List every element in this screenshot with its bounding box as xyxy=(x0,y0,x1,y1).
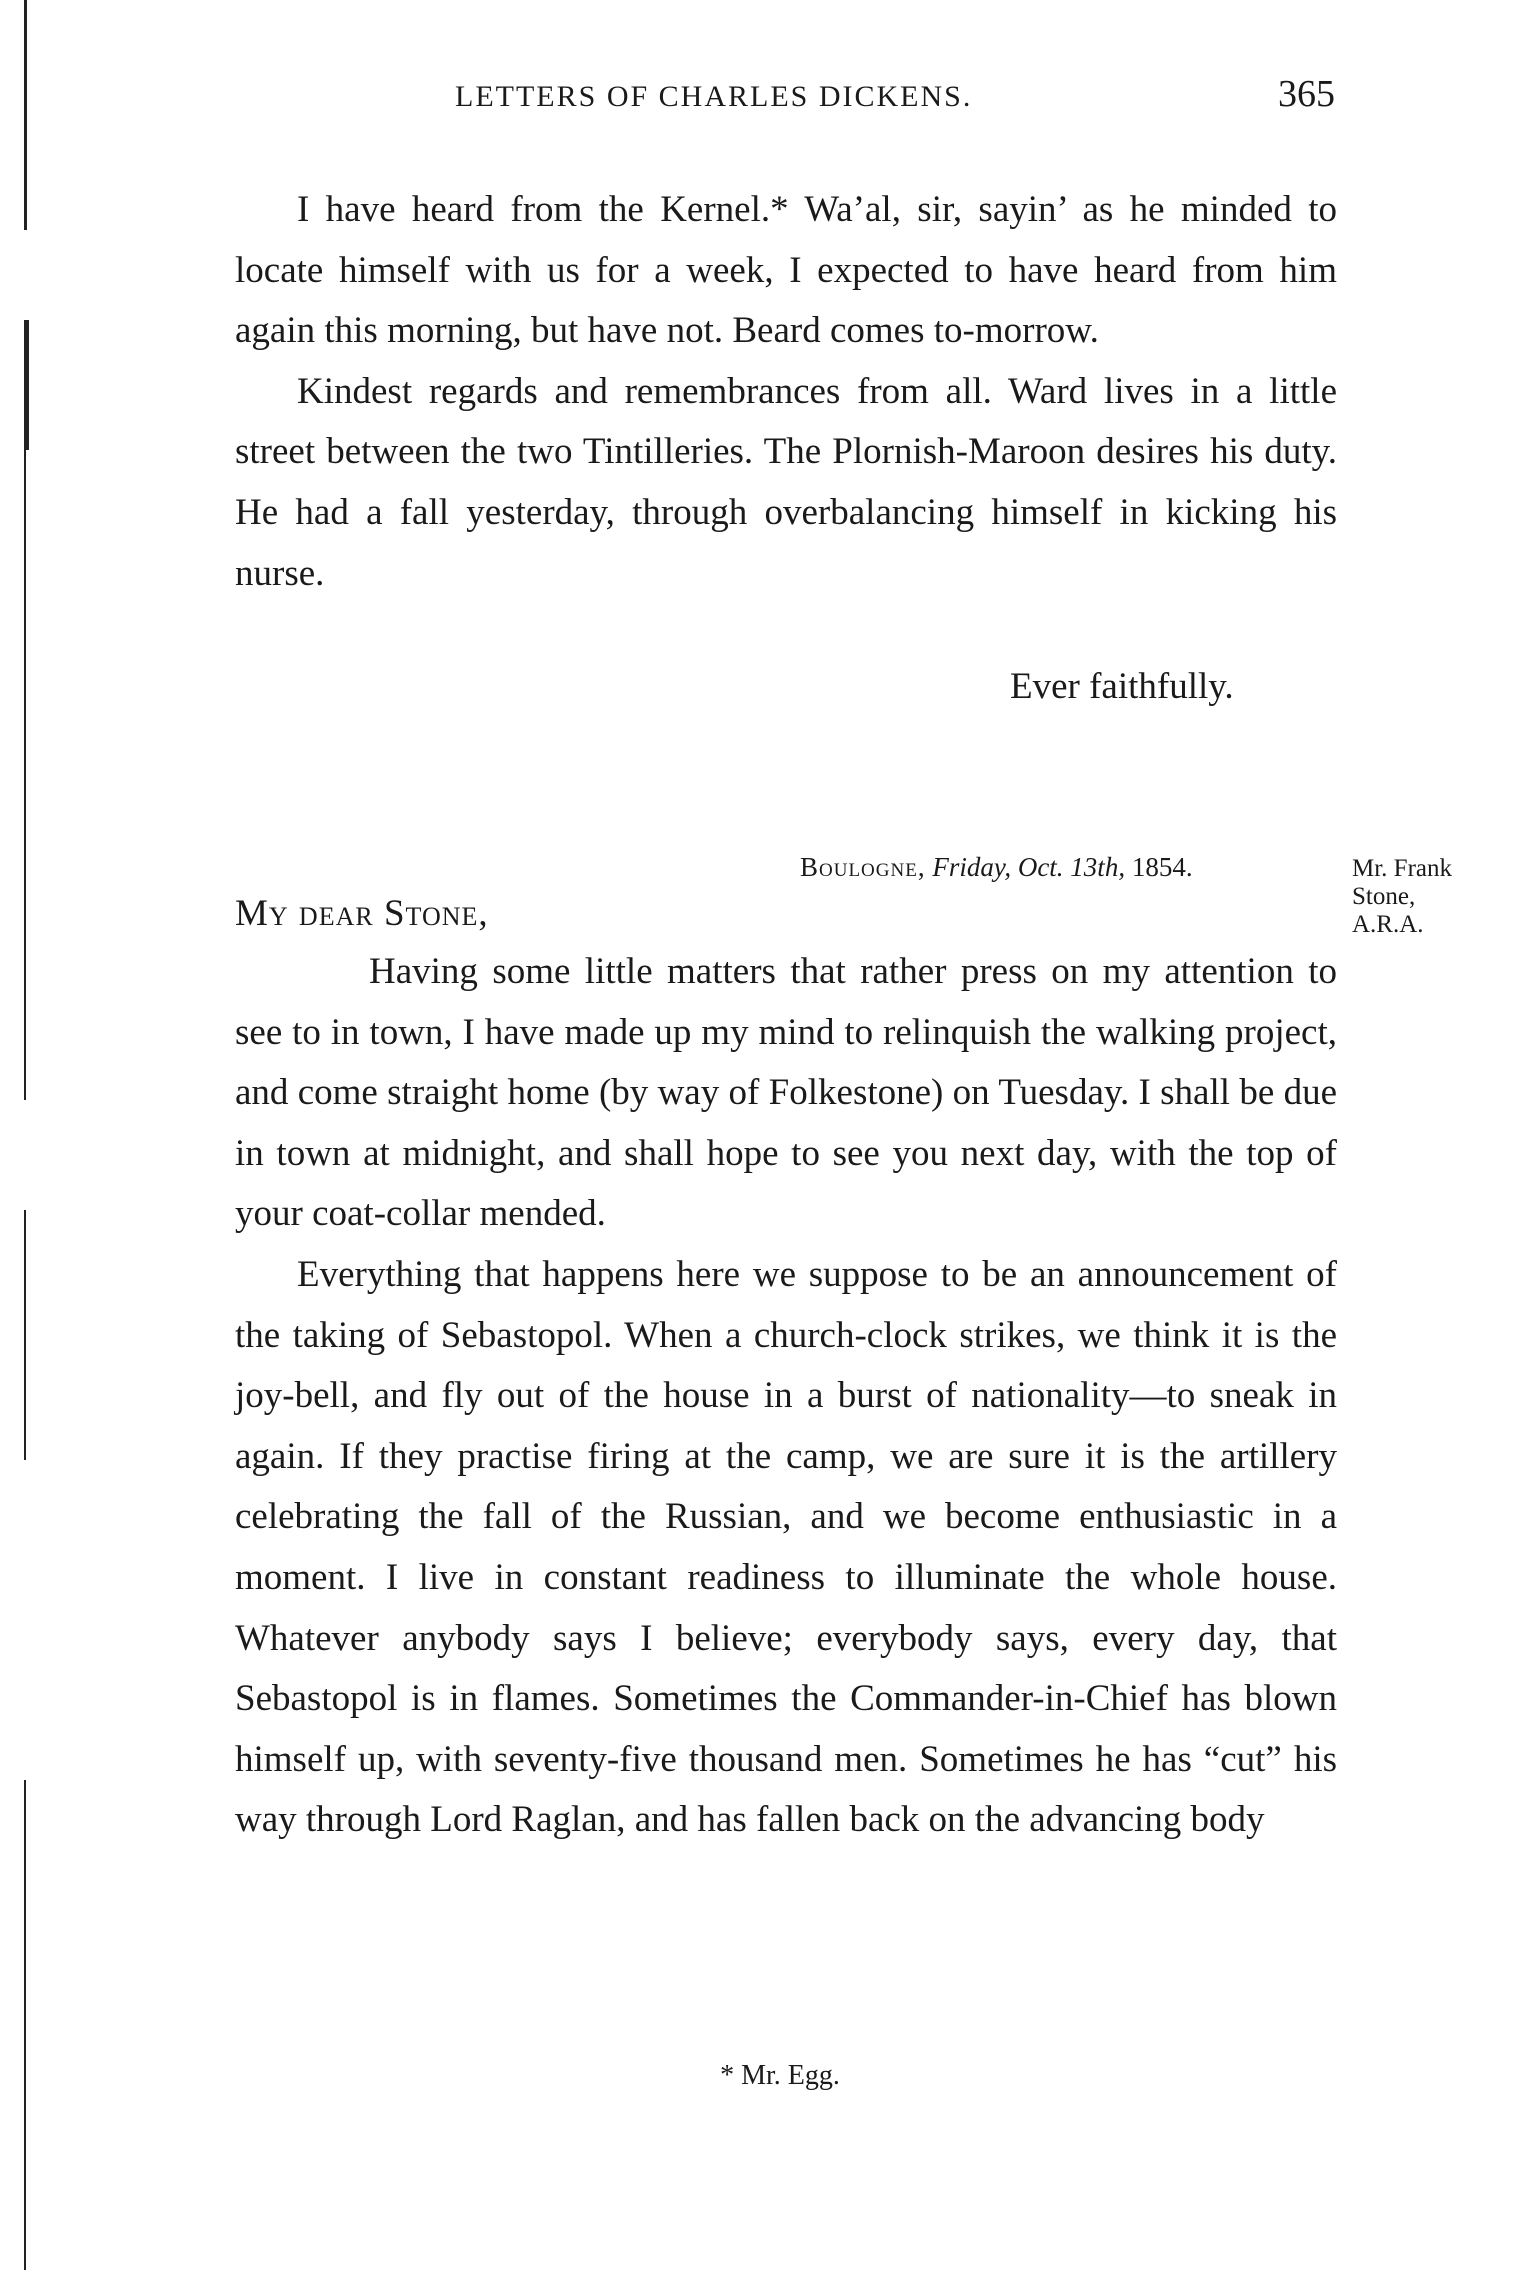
salutation: My dear Stone, xyxy=(235,893,489,934)
letter-one-body xyxy=(235,180,1337,604)
marginal-note-line: A.R.A. xyxy=(1352,911,1424,938)
dateline-date: Oct. 13th, xyxy=(1017,852,1126,882)
paragraph: I have heard from the Kernel.* Wa’al, sir, sayin’ as he minded to locate himself with us for a week, I expected to have heard from him again this morning, but have not. Beard comes to-morrow. xyxy=(235,189,1337,352)
scan-edge-mark xyxy=(24,450,26,1100)
marginal-note-line: Stone, xyxy=(1352,883,1416,910)
letter-two-body xyxy=(235,942,1337,1851)
scan-edge-mark xyxy=(24,1210,26,1460)
running-title: LETTERS OF CHARLES DICKENS. xyxy=(455,80,973,113)
scan-edge-mark xyxy=(24,320,29,450)
marginal-note-line: Mr. Frank xyxy=(1352,855,1452,882)
marginal-note xyxy=(1352,855,1512,939)
footnote: * Mr. Egg. xyxy=(720,2060,840,2091)
dateline-place: Boulogne, xyxy=(800,852,926,882)
paragraph: Kindest regards and remembrances from all. Ward lives in a little street between the two Tintilleries. The Plornish-Maroon desires his duty. He had a fall yesterday, through overbalancing himself in kicking his nurse. xyxy=(235,370,1337,594)
paragraph: Everything that happens here we suppose to be an announcement of the taking of Sebastopol. When a church-clock strikes, we think it is the joy-bell, and fly out of the house in a burst of nationality—to sneak in again. If they practise firing at the camp, we are sure it is the artillery celebrating the fall of the Russian, and we become enthusiastic in a moment. I live in constant readiness to illuminate the whole house. Whatever anybody says I believe; everybody says, every day, that Sebastopol is in flames. Sometimes the Commander-in-Chief has blown himself up, with seventy-five thousand men. Sometimes he has “cut” his way through Lord Raglan, and has fallen back on the advancing body xyxy=(235,1253,1337,1841)
sign-off: Ever faithfully. xyxy=(1010,666,1234,707)
running-head xyxy=(235,72,1345,122)
scan-edge-mark xyxy=(24,1780,26,2270)
page-number: 365 xyxy=(1278,73,1335,115)
paragraph: Having some little matters that rather press on my attention to see to in town, I have made up my mind to relinquish the walking project, and come straight home (by way of Folkestone) on Tuesday. I shall be due in town at midnight, and shall hope to see you next day, with the top of your coat-collar mended. xyxy=(235,951,1337,1235)
dateline-year: 1854. xyxy=(1131,852,1193,882)
dateline xyxy=(800,852,1193,883)
scan-edge-mark xyxy=(24,0,27,230)
dateline-day: Friday, xyxy=(932,852,1012,882)
